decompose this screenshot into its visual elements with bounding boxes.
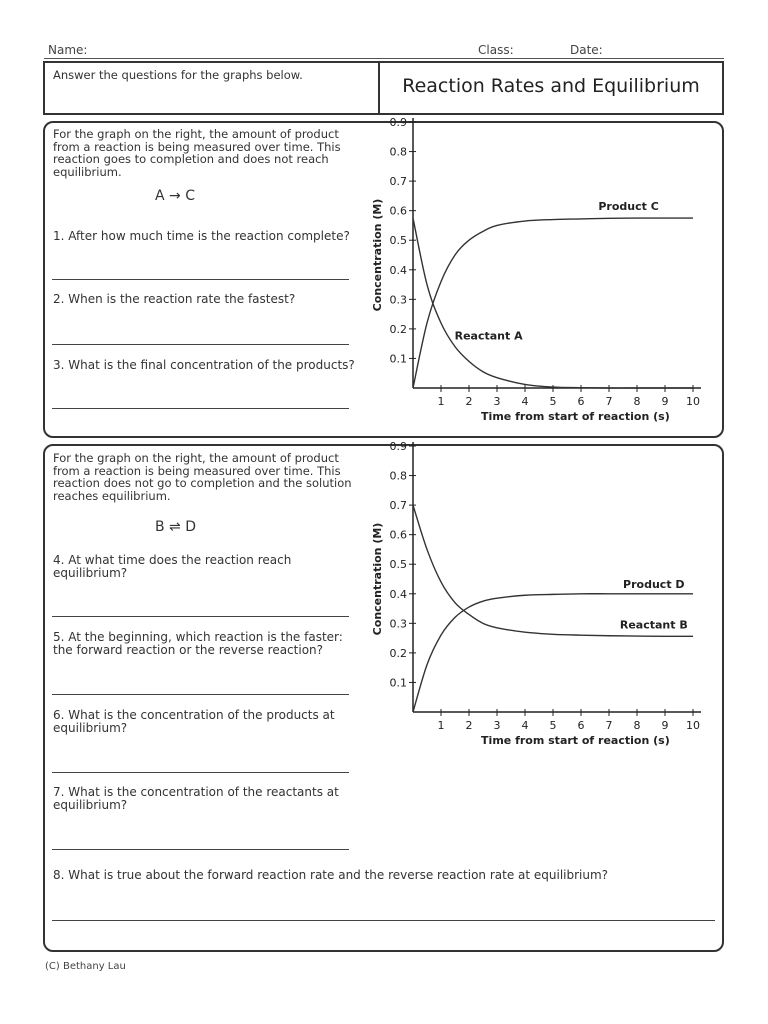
y-tick-label: 0.5 [389, 558, 407, 572]
y-tick-label: 0.1 [389, 676, 407, 690]
y-tick-label: 0.1 [389, 352, 407, 366]
class-label: Class: [478, 43, 514, 57]
x-axis-label: Time from start of reaction (s) [481, 410, 670, 423]
answer-line-4[interactable] [52, 616, 349, 617]
x-axis-label: Time from start of reaction (s) [481, 734, 670, 747]
x-tick-label: 7 [605, 719, 613, 732]
series-label: Product C [598, 200, 659, 214]
answer-line-3[interactable] [52, 408, 349, 409]
y-tick-label: 0.7 [389, 175, 407, 189]
question-4: 4. At what time does the reaction reach equilibrium? [53, 553, 292, 580]
x-tick-label: 9 [661, 395, 669, 408]
series-label: Reactant B [619, 618, 688, 632]
x-tick-label: 6 [577, 719, 585, 732]
x-tick-label: 5 [549, 395, 557, 408]
section-2-intro: For the graph on the right, the amount of product from a reaction is being measured over time. This reaction does not go to completion and the solution reaches equilibrium. [53, 451, 352, 503]
y-tick-label: 0.3 [389, 293, 407, 307]
date-label: Date: [570, 43, 603, 57]
instructions-box [43, 61, 380, 115]
y-tick-label: 0.5 [389, 234, 407, 248]
x-tick-label: 5 [549, 719, 557, 732]
question-7: 7. What is the concentration of the reactants at equilibrium? [53, 785, 339, 812]
y-tick-label: 0.2 [389, 322, 407, 336]
x-tick-label: 9 [661, 719, 669, 732]
question-8: 8. What is true about the forward reaction rate and the reverse reaction rate at equilibrium? [53, 868, 609, 882]
x-tick-label: 8 [633, 719, 641, 732]
y-tick-label: 0.8 [389, 145, 407, 159]
instructions-text: Answer the questions for the graphs below. [53, 68, 303, 82]
x-tick-label: 1 [437, 395, 445, 408]
series-label: Reactant A [454, 329, 523, 343]
name-label: Name: [48, 43, 88, 57]
x-tick-label: 1 [437, 719, 445, 732]
y-tick-label: 0.4 [389, 263, 407, 277]
answer-line-2[interactable] [52, 344, 349, 345]
answer-line-7[interactable] [52, 849, 349, 850]
chart-reaction-completion [365, 116, 720, 433]
y-tick-label: 0.7 [389, 499, 407, 513]
answer-line-8[interactable] [52, 920, 715, 921]
y-tick-label: 0.2 [389, 646, 407, 660]
y-tick-label: 0.3 [389, 617, 407, 631]
y-axis-label: Concentration (M) [371, 198, 384, 312]
x-tick-label: 2 [465, 395, 473, 408]
x-tick-label: 10 [686, 719, 700, 732]
y-tick-label: 0.4 [389, 587, 407, 601]
x-tick-label: 6 [577, 395, 585, 408]
answer-line-6[interactable] [52, 772, 349, 773]
y-tick-label: 0.6 [389, 204, 407, 218]
y-axis-label: Concentration (M) [371, 522, 384, 636]
chart-reaction-equilibrium [365, 440, 720, 757]
x-tick-label: 2 [465, 719, 473, 732]
x-tick-label: 7 [605, 395, 613, 408]
answer-line-5[interactable] [52, 694, 349, 695]
x-tick-label: 4 [521, 395, 529, 408]
question-3: 3. What is the final concentration of the products? [53, 358, 355, 372]
y-tick-label: 0.6 [389, 528, 407, 542]
x-tick-label: 4 [521, 719, 529, 732]
copyright-footer: (C) Bethany Lau [45, 961, 126, 972]
series-label: Product D [623, 577, 685, 591]
y-tick-label: 0.9 [389, 116, 407, 129]
question-2: 2. When is the reaction rate the fastest? [53, 292, 296, 306]
section-2-equation: B ⇌ D [155, 519, 197, 535]
series-line [413, 594, 693, 712]
page-title: Reaction Rates and Equilibrium [402, 75, 700, 97]
question-1: 1. After how much time is the reaction complete? [53, 229, 350, 243]
question-6: 6. What is the concentration of the products at equilibrium? [53, 708, 335, 735]
x-tick-label: 3 [493, 719, 501, 732]
y-tick-label: 0.8 [389, 469, 407, 483]
answer-line-1[interactable] [52, 279, 349, 280]
y-tick-label: 0.9 [389, 440, 407, 453]
series-line [413, 218, 693, 388]
header-rule [44, 58, 724, 59]
series-line [413, 218, 693, 388]
x-tick-label: 8 [633, 395, 641, 408]
title-box [378, 61, 724, 115]
section-1-equation: A → C [155, 188, 195, 204]
section-1-intro: For the graph on the right, the amount of product from a reaction is being measured over time. This reaction goes to completion and does not reach equilibrium. [53, 127, 341, 179]
x-tick-label: 10 [686, 395, 700, 408]
question-5: 5. At the beginning, which reaction is the faster: the forward reaction or the reverse reaction? [53, 630, 343, 657]
x-tick-label: 3 [493, 395, 501, 408]
